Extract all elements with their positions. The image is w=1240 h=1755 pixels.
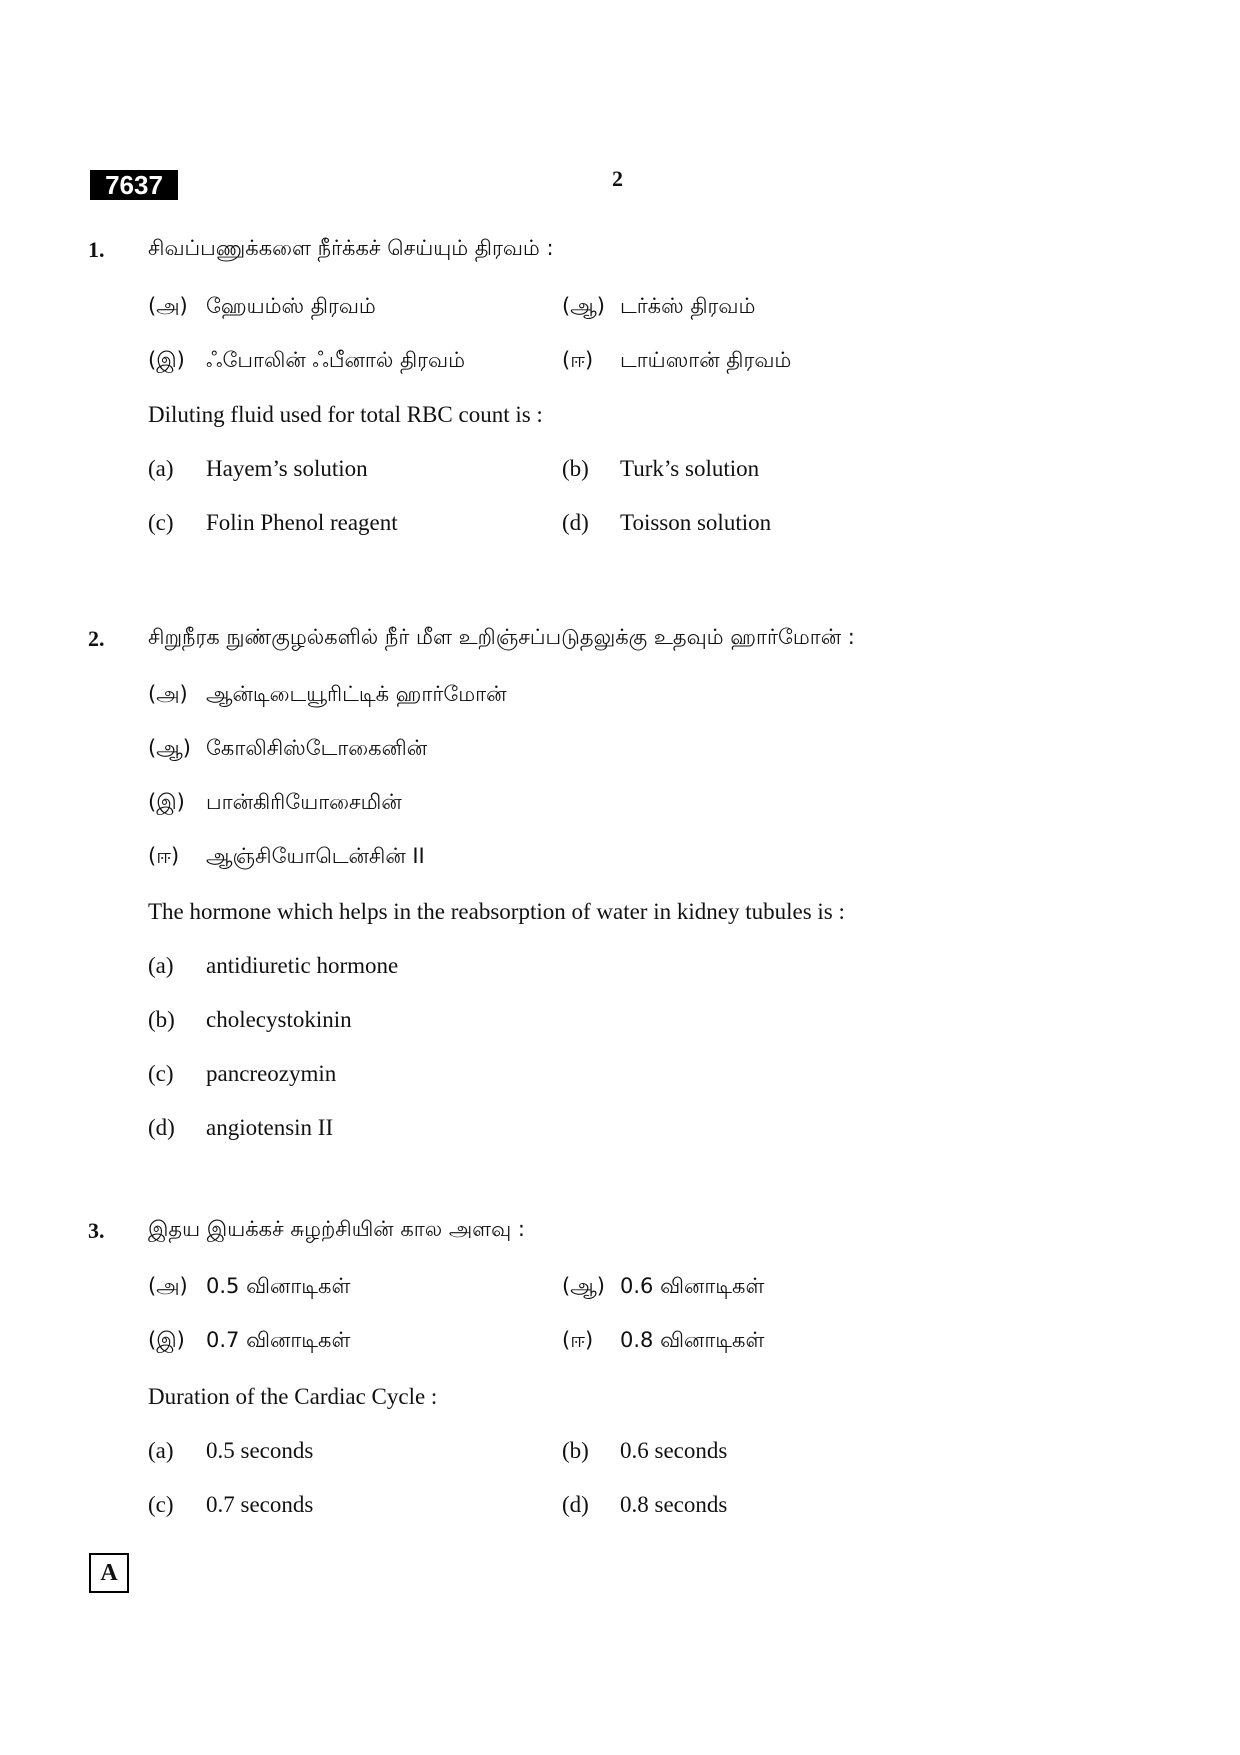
option-label: (c) [148,1492,174,1517]
option-text: cholecystokinin [206,1007,352,1032]
option-label: (இ) [148,1328,185,1352]
option-text: Hayem’s solution [206,456,368,481]
option-label: (அ) [148,1274,188,1298]
question-english-text: Diluting fluid used for total RBC count is : [148,402,543,427]
series-badge: A [89,1553,129,1593]
option-text: 0.5 seconds [206,1438,314,1463]
option-text: 0.8 seconds [620,1492,728,1517]
option-label: (இ) [148,348,185,372]
option-label: (ஈ) [562,348,594,372]
option-label: (ஈ) [562,1328,594,1352]
option-text: 0.7 வினாடிகள் [206,1328,351,1352]
option-text: Folin Phenol reagent [206,510,398,535]
paper-code-badge: 7637 [90,170,178,200]
option-text: ஃபோலின் ஃபீனால் திரவம் [206,348,465,372]
question-tamil-text: இதய இயக்கச் சுழற்சியின் கால அளவு : [148,1217,525,1241]
option-text: pancreozymin [206,1061,337,1086]
option-label: (d) [562,510,589,535]
option-text: 0.8 வினாடிகள் [620,1328,765,1352]
option-text: antidiuretic hormone [206,953,399,978]
option-label: (a) [148,953,174,978]
option-label: (a) [148,456,174,481]
option-label: (ஈ) [148,844,180,868]
option-text: ஹேயம்ஸ் திரவம் [206,294,376,318]
option-label: (b) [562,1438,589,1463]
option-text: பான்கிரியோசைமின் [206,790,402,814]
option-text: Toisson solution [620,510,772,535]
option-text: டாய்ஸான் திரவம் [620,348,792,372]
option-text: ஆன்டிடையூரிட்டிக் ஹார்மோன் [206,682,507,706]
option-text: டர்க்ஸ் திரவம் [620,294,756,318]
option-text: 0.6 seconds [620,1438,728,1463]
option-label: (c) [148,510,174,535]
question-number: 1. [88,237,105,262]
option-text: ஆஞ்சியோடென்சின் II [206,844,425,868]
option-text: angiotensin II [206,1115,334,1140]
option-label: (அ) [148,294,188,318]
question-english-text: The hormone which helps in the reabsorption of water in kidney tubules is : [148,899,845,924]
option-label: (அ) [148,682,188,706]
option-text: கோலிசிஸ்டோகைனின் [206,736,428,760]
option-text: 0.5 வினாடிகள் [206,1274,351,1298]
option-text: 0.6 வினாடிகள் [620,1274,765,1298]
question-number: 2. [88,626,105,651]
option-label: (b) [148,1007,175,1032]
option-label: (d) [562,1492,589,1517]
option-label: (a) [148,1438,174,1463]
option-label: (ஆ) [562,294,605,318]
page-number: 2 [612,166,623,191]
option-label: (b) [562,456,589,481]
question-tamil-text: சிறுநீரக நுண்குழல்களில் நீர் மீள உறிஞ்சப்படுதலுக்கு உதவும் ஹார்மோன் : [148,625,855,649]
question-english-text: Duration of the Cardiac Cycle : [148,1384,438,1409]
option-label: (இ) [148,790,185,814]
question-number: 3. [88,1218,105,1243]
option-label: (d) [148,1115,175,1140]
option-text: 0.7 seconds [206,1492,314,1517]
option-text: Turk’s solution [620,456,760,481]
option-label: (ஆ) [562,1274,605,1298]
option-label: (c) [148,1061,174,1086]
question-tamil-text: சிவப்பணுக்களை நீர்க்கச் செய்யும் திரவம் : [148,236,554,260]
option-label: (ஆ) [148,736,191,760]
